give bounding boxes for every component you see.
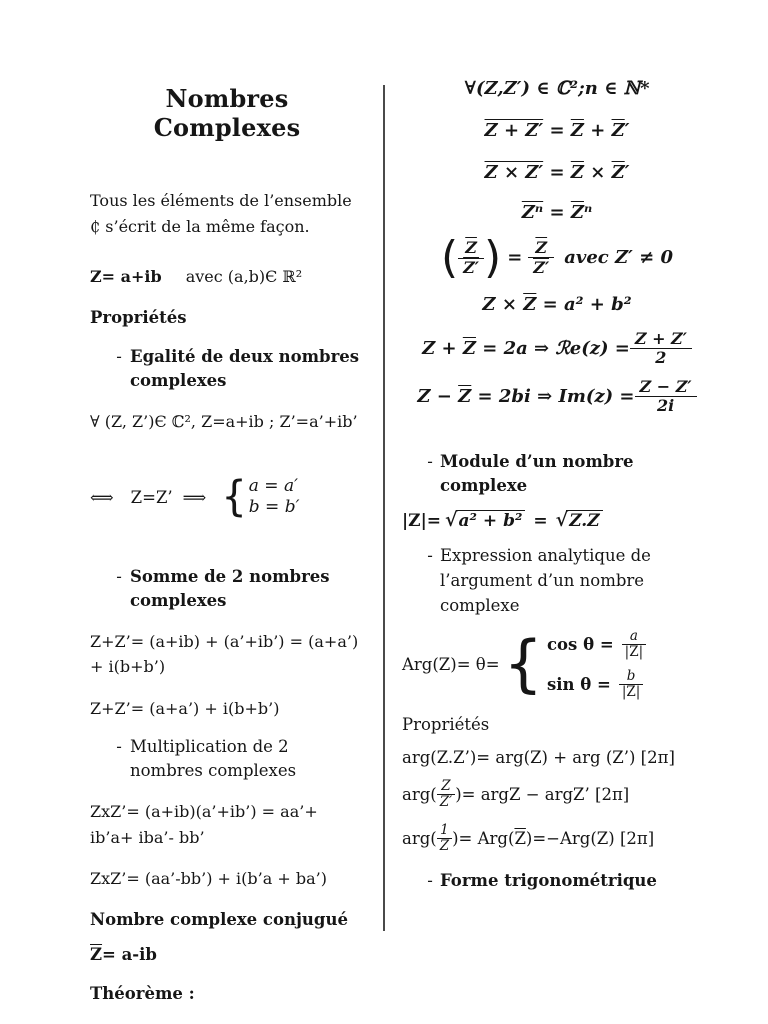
system-row-a: a = a′ [248, 476, 298, 497]
equivalence-zz: Z=Z’ [130, 487, 173, 507]
intro-paragraph: Tous les éléments de l’ensemble ₵ s’écrit de la même façon. [90, 191, 352, 237]
definition-z: Z= a+ib [90, 266, 162, 286]
bullet-forme-label: Forme trigonométrique [440, 870, 657, 890]
sqrt-radical: √a² + b² [445, 509, 525, 532]
conjugue-rhs: = a-ib [102, 944, 157, 964]
im-num: Z − Z′ [635, 378, 697, 397]
sqrt-content-1: a² + b² [456, 510, 526, 532]
fraction: $\frac{a}{|Z|}$ [622, 629, 646, 661]
bullet-module [402, 450, 712, 500]
formula-argument [402, 629, 712, 701]
fraction: $\frac{Z}{Z'}$ [437, 779, 455, 811]
formula-equivalence [90, 473, 364, 522]
formula-arg-inverse: arg( $\frac{1}{Z}$ )= Arg( $\overline{Z}$ )=−Arg(Z) [2π] [402, 821, 655, 855]
arg-lhs: Arg(Z)= θ= [402, 655, 500, 675]
heading-proprietes: Propriétés [90, 307, 187, 327]
formula-conj-power: $\overline{Z^n} = \overline{Z}^n$ [521, 202, 593, 224]
bullet-multiplication [90, 735, 364, 783]
bullet-expression-argument [402, 544, 712, 618]
bullet-egalite [90, 345, 364, 393]
sqrt-radical: $√Z.\overline{Z}$ [556, 509, 603, 532]
bullet-multiplication-label: Multiplication de 2 nombres complexes [130, 737, 297, 781]
quotient-num-2: $\overline{Z}$ [528, 239, 554, 258]
bullet-dash: - [427, 870, 433, 890]
bullet-dash: - [116, 737, 122, 757]
formula-conjugue [90, 945, 364, 964]
equals-sign: = [533, 510, 548, 531]
sqrt-content-2: $Z.\overline{Z}$ [566, 510, 602, 532]
formula-real-part [402, 330, 712, 368]
formula-z-times-zbar: $Z \times \overline{Z} = a^2 + b^2$ [482, 293, 632, 315]
bullet-somme [90, 565, 364, 613]
quotient-num: $\overline{Z}$ [458, 239, 484, 258]
bullet-expression-label: Expression analytique de l’argument d’un nombre complexe [440, 546, 651, 615]
brace-symbol: { [503, 627, 543, 701]
formula-somme-1: Z+Z’= (a+ib) + (a’+ib’) = (a+a’) + i(b+b’) [90, 631, 359, 677]
bullet-dash: - [116, 346, 122, 366]
real-part-lhs: $Z + \overline{Z} = 2a$ ⇒ ℛe(z) = [422, 337, 630, 359]
formula-mult-2: ZxZ’= (aa’-bb’) + i(b’a + ba’) [90, 869, 327, 889]
page-title: Nombres Complexes [153, 84, 301, 142]
formula-somme-2: Z+Z’= (a+a’) + i(b+b’) [90, 698, 280, 718]
fraction [635, 378, 697, 416]
formula-arg-product: arg(Z.Z’)= arg(Z) + arg (Z’) [2π] [402, 747, 675, 767]
fraction [630, 330, 692, 368]
implies-arrow: ⟹ [182, 487, 208, 507]
definition-condition: avec (a,b)Є ℝ² [185, 266, 303, 286]
im-den: 2i [656, 396, 675, 416]
brace-symbol: { [221, 473, 247, 522]
arg-system [547, 629, 646, 701]
right-paren: ) [484, 232, 502, 284]
arg-sin-row: sin θ = $\frac{b}{|Z|}$ [547, 669, 646, 701]
arg-cos-row: cos θ = $\frac{a}{|Z|}$ [547, 629, 646, 661]
right-column [402, 76, 712, 894]
formula-module [402, 509, 712, 532]
definition-line [90, 267, 364, 286]
formula-conj-product: $Z \times Z' = \overline{Z} \times \overline{Z}'$ [484, 162, 630, 184]
quotient-condition: avec Z′ ≠ 0 [564, 247, 674, 269]
formula-imaginary-part [402, 378, 712, 416]
z-bar: $\overline{Z}$ [90, 944, 103, 964]
equation-system [249, 476, 300, 519]
z-bar: $\overline{Z}$ [514, 829, 526, 849]
re-num: Z + Z′ [630, 330, 692, 349]
heading-theoreme: Théorème : [90, 983, 195, 1003]
formula-conj-sum: $Z + Z' = \overline{Z} + \overline{Z}'$ [484, 120, 630, 142]
system-row-b: b = b′ [248, 497, 300, 518]
left-column [90, 84, 364, 1003]
imaginary-part-lhs: $Z - \overline{Z} = 2bi$ ⇒ Im(z) = [417, 385, 635, 407]
heading-proprietes-right: Propriétés [402, 714, 490, 734]
column-divider [383, 85, 385, 931]
bullet-dash: - [116, 566, 122, 586]
bullet-somme-label: Somme de 2 nombres complexes [130, 566, 330, 610]
quotient-den-2: Z′ [533, 258, 550, 278]
left-paren: ( [440, 232, 459, 284]
bullet-module-label: Module d’un nombre complexe [440, 451, 634, 496]
iff-arrow: ⟺ [90, 487, 115, 507]
bullet-egalite-label: Egalité de deux nombres complexes [130, 346, 360, 390]
formula-forall: ∀ (Z, Z’)Є ℂ², Z=a+ib ; Z’=a’+ib’ [90, 411, 358, 431]
equals-sign: = [507, 247, 523, 269]
formula-mult-1: ZxZ’= (a+ib)(a’+ib’) = aa’+ ib’a+ iba’- bb’ [90, 802, 318, 847]
fraction [458, 239, 484, 277]
bullet-forme-trigonometrique [402, 869, 712, 894]
formula-arg-quotient: arg( $\frac{Z}{Z'}$ )= argZ − argZ’ [2π] [402, 777, 630, 811]
bullet-dash: - [427, 451, 433, 471]
fraction: $\frac{b}{|Z|}$ [619, 669, 643, 701]
fraction [528, 239, 554, 278]
re-den: 2 [655, 348, 667, 368]
module-lhs: |Z|= [402, 510, 442, 531]
formula-forall-right: ∀(Z,Z′) ∈ ℂ²;n ∈ ℕ* [464, 78, 650, 99]
quotient-den: Z′ [463, 257, 480, 277]
formula-conj-quotient [402, 232, 712, 284]
bullet-dash: - [427, 546, 433, 566]
fraction: $\frac{1}{Z}$ [437, 823, 452, 855]
heading-conjugue: Nombre complexe conjugué [90, 909, 348, 929]
